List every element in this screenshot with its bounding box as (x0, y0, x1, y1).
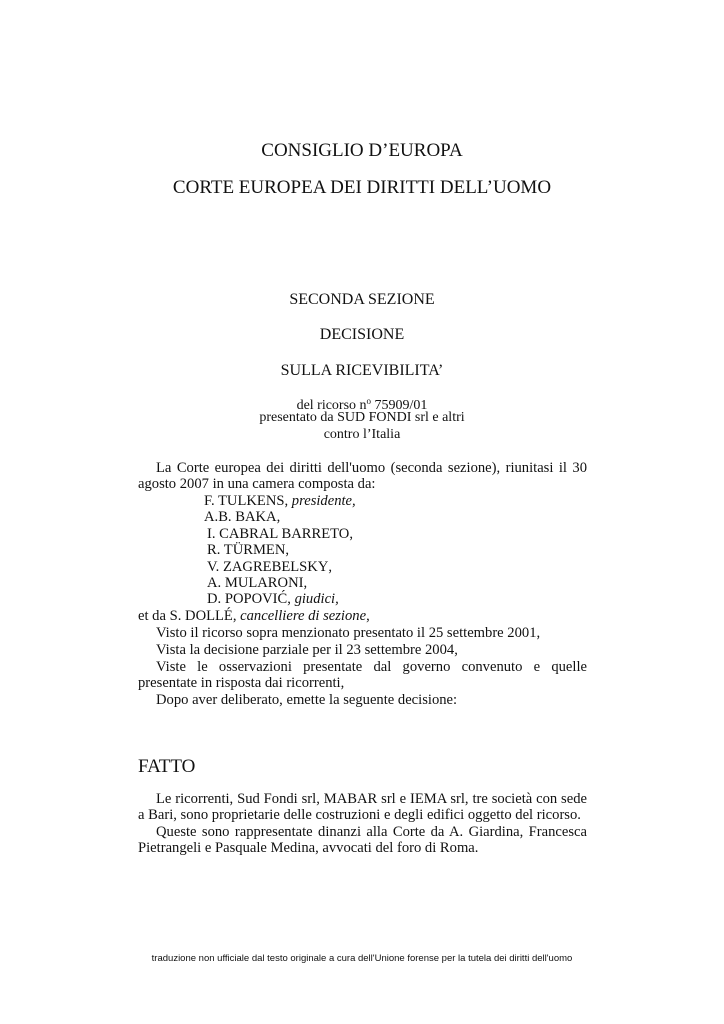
judge-popovic: D. POPOVIĆ, giudici, (207, 591, 339, 608)
application-number: del ricorso $n^o$ 75909/01 (296, 396, 428, 413)
judge-turmen: R. TÜRMEN, (207, 542, 290, 559)
section-title: SECONDA SEZIONE (289, 291, 435, 308)
admissibility-title: SULLA RICEVIBILITA’ (280, 362, 444, 379)
intro-paragraph: La Corte europea dei diritti dell'uomo (seconda sezione), riunitasi il 30 agosto 2007 in una camera composta da: (138, 460, 587, 493)
consideration-observations: Viste le osservazioni presentate dal governo convenuto e quelle presentate in risposta dai ricorrenti, (138, 659, 587, 692)
decision-title: DECISIONE (319, 326, 405, 343)
judge-mularoni: A. MULARONI, (207, 575, 308, 592)
judge-tulkens: F. TULKENS, presidente, (204, 493, 356, 509)
footer-note: traduzione non ufficiale dal testo originale a cura dell'Unione forense per la tutela dei diritti dell'uomo (151, 953, 573, 964)
judge-cabral-barreto: I. CABRAL BARRETO, (207, 525, 353, 542)
application-respondent: contro l’Italia (323, 427, 401, 442)
facts-heading: FATTO (138, 756, 196, 777)
judges-list (204, 493, 356, 608)
application-applicant: presentato da SUD FONDI srl e altri (259, 410, 465, 425)
judge-zagrebelsky: V. ZAGREBELSKY, (207, 558, 333, 575)
consideration-application: Visto il ricorso sopra menzionato presentato il 25 settembre 2001, (156, 625, 541, 641)
council-title: CONSIGLIO D’EUROPA (261, 140, 463, 161)
facts-paragraph-2: Queste sono rappresentate dinanzi alla Corte da A. Giardina, Francesca Pietrangeli e Pasquale Medina, avvocati del foro di Roma. (138, 824, 587, 857)
court-title: CORTE EUROPEA DEI DIRITTI DELL’UOMO (172, 177, 552, 198)
consideration-partial-decision: Vista la decisione parziale per il 23 settembre 2004, (156, 642, 458, 658)
facts-paragraph-1: Le ricorrenti, Sud Fondi srl, MABAR srl e IEMA srl, tre società con sede a Bari, sono proprietarie delle costruzioni e degli edifici oggetto del ricorso. (138, 791, 587, 824)
consideration-deliberation: Dopo aver deliberato, emette la seguente decisione: (156, 692, 458, 708)
judge-baka: A.B. BAKA, (204, 509, 281, 526)
registrar-line: et da S. DOLLÉ, cancelliere di sezione, (138, 608, 370, 624)
